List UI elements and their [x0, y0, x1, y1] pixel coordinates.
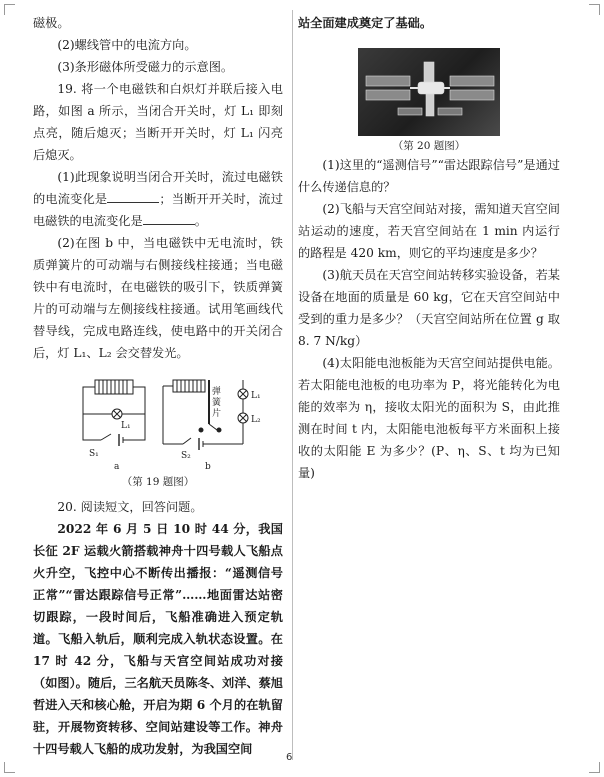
figure-20-caption: （第 20 题图） [392, 140, 466, 152]
answer-blank-2[interactable] [143, 212, 195, 225]
space-station-graphic [358, 48, 500, 136]
fig19-label-spring-3: 片 [212, 409, 222, 419]
q20-heading: 20. 阅读短文，回答问题。 [57, 500, 203, 514]
right-column [298, 12, 560, 484]
space-station-photo [358, 48, 500, 136]
fig19-label-l1-a: L₁ [121, 421, 131, 431]
fig19-label-s1: S₁ [89, 449, 99, 459]
q19-part-1 [33, 166, 283, 232]
figure-19-caption: （第 19 题图） [121, 476, 195, 488]
q20-part-1: (1)这里的“遥测信号”“雷达跟踪信号”是通过什么传递信息的？ [298, 158, 560, 194]
fig19-label-spring-2: 簧 [212, 398, 222, 408]
fig19-label-s2: S₂ [181, 451, 191, 461]
left-column [33, 12, 283, 760]
q20-part-4: (4)太阳能电池板能为天宫空间站提供电能。若太阳能电池板的电功率为 P，将光能转化为电能的效率为 η，接收太阳光的面积为 S，由此推测在时间 t 内，太阳能电池板每平方米面积上接收的太阳能 E 为多少？(P、η、S、t 均为已知量) [298, 356, 560, 480]
crop-mark-top-right [589, 4, 600, 15]
q20-part-3: (3)航天员在天宫空间站转移实验设备，若某设备在地面的质量是 60 kg，它在天宫空间站中受到的重力是多少？（天宫空间站所在位置 g 取 8. 7 N/kg） [298, 268, 560, 348]
fig19-label-b: b [205, 462, 211, 472]
q19-part-1-text-b: ；当断开开关时，流过电磁铁的电流变化是 [33, 192, 284, 228]
q20-part-2: (2)飞船与天宫空间站对接，需知道天宫空间站运动的速度，若天宫空间站在 1 min 内运行的路程是 420 km，则它的平均速度是多少？ [298, 202, 560, 260]
q19-part-1-text-a: (1)此现象说明当闭合开关时，流过电磁铁的电流变化是 [33, 170, 283, 206]
fig19-label-l1-b: L₁ [251, 391, 261, 401]
q19-part-2: (2)在图 b 中，当电磁铁中无电流时，铁质弹簧片的可动端与右侧接线柱接通；当电磁铁中有电流时，在电磁铁的吸引下，铁质弹簧片的可动端与左侧接线柱接通。试用笔画线代替导线，完成电路连线，使电路中的开关闭合后，灯 L₁、L₂ 会交替发光。 [33, 236, 283, 360]
fig19-label-spring-1: 弹 [212, 387, 222, 397]
q19-part-1-text-c: 。 [194, 214, 207, 228]
fig19-label-a: a [114, 462, 120, 472]
figure-19-circuit-diagram [33, 372, 283, 472]
q19-stem: 19. 将一个电磁铁和白炽灯并联后接入电路，如图 a 所示，当闭合开关时，灯 L₁ 即刻点亮，随后熄灭；当断开开关时，灯 L₁ 闪亮后熄灭。 [33, 82, 283, 162]
crop-mark-bottom-right [589, 762, 600, 773]
q20-passage-end: 站全面建成奠定了基础。 [298, 16, 433, 30]
q18-part-3: (3)条形磁体所受磁力的示意图。 [57, 60, 234, 74]
crop-mark-top-left [4, 4, 15, 15]
fig19-label-l2: L₂ [251, 415, 261, 425]
page-number: 6 [286, 752, 293, 763]
crop-mark-bottom-left [4, 762, 15, 773]
answer-blank-1[interactable] [107, 190, 159, 203]
column-divider [292, 10, 293, 760]
q20-passage: 2022 年 6 月 5 日 10 时 44 分，我国长征 2F 运载火箭搭载神舟十四号载人飞船点火升空，飞控中心不断传出播报：“遥测信号正常”“雷达跟踪信号正常”……地面雷达站密切跟踪，一段时间后，飞船准确进入预定轨道。飞船入轨后，顺利完成入轨状态设置。在 17 时 42 分，飞船与天宫空间站成功对接（如图）。随后，三名航天员陈冬、刘洋、蔡旭哲进入天和核心舱，开启为期 6 个月的在轨留驻，开展物资转移、空间站建设等工作。神舟十四号载人飞船的成功发射，为我国空间 [33, 522, 283, 756]
figure-19 [33, 372, 283, 490]
q18-tail: 磁极。 [33, 16, 70, 30]
q18-part-2: (2)螺线管中的电流方向。 [57, 38, 197, 52]
